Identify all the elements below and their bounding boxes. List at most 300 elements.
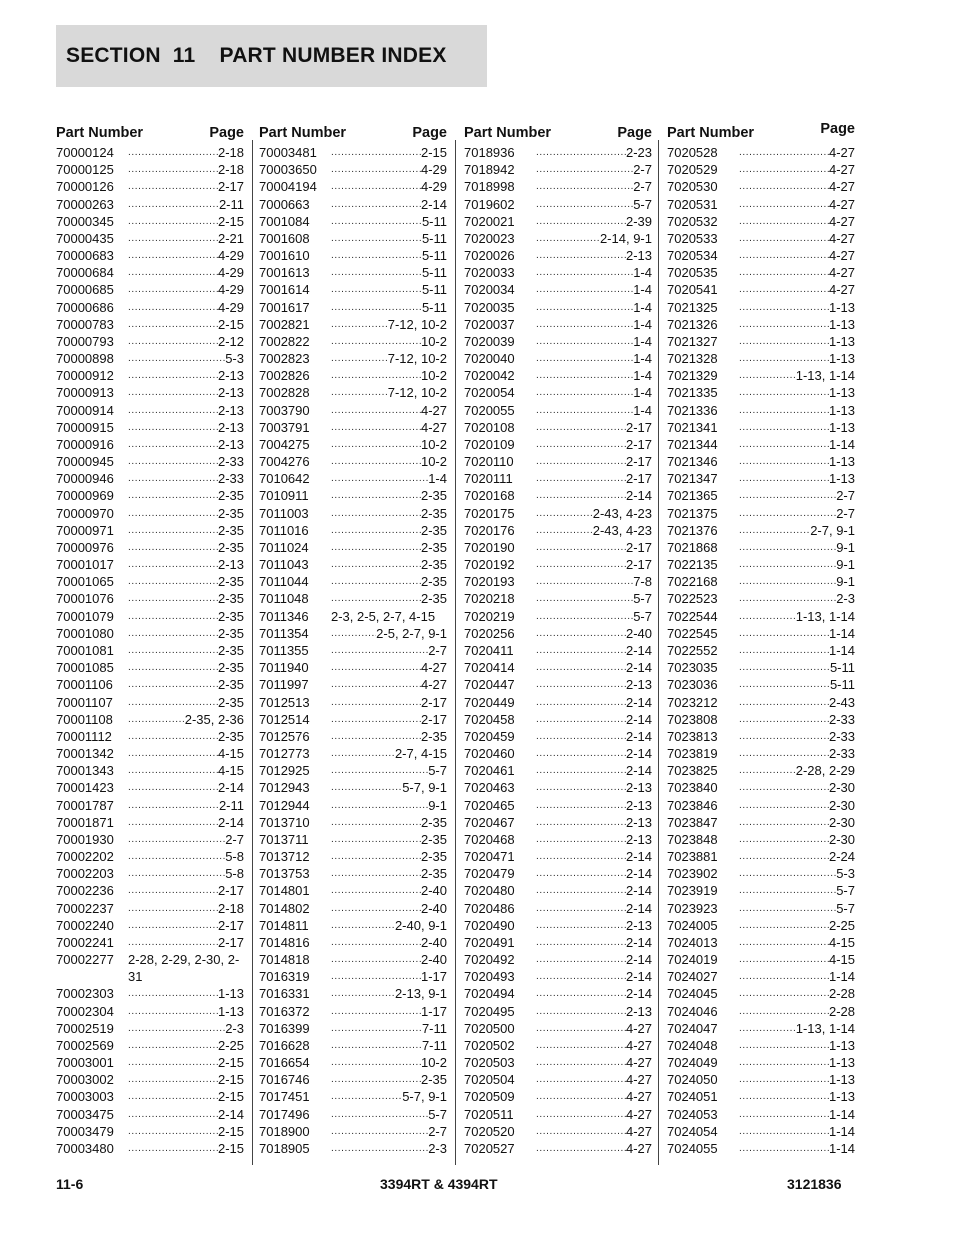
column-header — [56, 119, 244, 141]
page-reference: 2-14 — [217, 1106, 244, 1122]
page-reference: 2-35 — [217, 625, 244, 641]
page-reference: 1-17 — [420, 1003, 447, 1019]
page-reference: 2-11 — [218, 797, 244, 813]
dot-leader — [329, 281, 422, 298]
dot-leader — [126, 694, 218, 711]
index-row — [56, 505, 244, 522]
page-reference: 2-35 — [420, 866, 447, 882]
part-number: 7020535 — [667, 265, 718, 281]
page-reference: 2-35, 2-36 — [184, 711, 244, 727]
part-number: 7018905 — [259, 1140, 310, 1156]
dot-leader — [126, 470, 218, 487]
index-row — [56, 985, 244, 1002]
dot-leader — [329, 556, 421, 573]
page-reference: 1-13 — [217, 1003, 244, 1019]
index-row — [667, 367, 855, 384]
page-reference: 4-27 — [625, 1020, 652, 1036]
index-row — [667, 762, 855, 779]
index-row — [667, 1071, 855, 1088]
dot-leader — [737, 384, 829, 401]
dot-leader — [329, 590, 421, 607]
index-row — [56, 178, 244, 195]
page-reference: 5-11 — [421, 299, 447, 315]
part-number: 7012576 — [259, 728, 310, 744]
page-reference: 4-27 — [625, 1106, 652, 1122]
part-number: 70003001 — [56, 1055, 114, 1071]
page-reference: 2-15 — [420, 145, 447, 160]
page-reference: 5-7, 9-1 — [402, 780, 447, 796]
part-number: 7011044 — [259, 574, 309, 590]
dot-leader — [737, 247, 829, 264]
page-reference: 2-13 — [625, 780, 652, 796]
index-row — [259, 1123, 447, 1140]
dot-leader — [329, 384, 388, 401]
dot-leader — [126, 196, 219, 213]
part-number: 7016654 — [259, 1055, 310, 1071]
page-reference: 1-14 — [828, 436, 855, 452]
part-number: 70001079 — [56, 608, 114, 624]
dot-leader — [126, 419, 218, 436]
part-number: 7023923 — [667, 900, 718, 916]
dot-leader — [534, 625, 626, 642]
part-number: 7020494 — [464, 986, 515, 1002]
index-row — [667, 917, 855, 934]
page-reference: 9-1 — [428, 797, 447, 813]
part-number: 7021327 — [667, 333, 718, 349]
part-number: 7020530 — [667, 179, 718, 195]
part-number: 7011043 — [259, 557, 309, 573]
part-number: 7020037 — [464, 316, 515, 332]
part-number: 7018998 — [464, 179, 515, 195]
index-row — [56, 453, 244, 470]
dot-leader — [737, 951, 829, 968]
page-reference: 2-14 — [625, 952, 652, 968]
page-reference: 4-27 — [828, 282, 855, 298]
page-reference: 2-17 — [420, 694, 447, 710]
dot-leader — [126, 556, 218, 573]
part-number: 7020480 — [464, 883, 515, 899]
part-number: 7023840 — [667, 780, 718, 796]
dot-leader — [534, 196, 633, 213]
dot-leader — [534, 1037, 626, 1054]
part-number: 7020533 — [667, 230, 718, 246]
part-number: 70000913 — [56, 385, 114, 401]
index-row — [464, 985, 652, 1002]
part-number: 7002826 — [259, 368, 310, 384]
index-row — [56, 213, 244, 230]
dot-leader — [126, 1088, 218, 1105]
index-row — [464, 402, 652, 419]
part-number: 7018900 — [259, 1123, 310, 1139]
page-reference: 2-13 — [217, 557, 244, 573]
index-row — [667, 281, 855, 298]
part-number: 7000663 — [259, 196, 310, 212]
dot-leader — [126, 625, 218, 642]
dot-leader — [534, 402, 633, 419]
part-number: 7012943 — [259, 780, 310, 796]
part-number: 7020532 — [667, 213, 718, 229]
part-number: 7023819 — [667, 746, 718, 762]
index-row — [56, 642, 244, 659]
index-row — [56, 900, 244, 917]
index-row — [259, 247, 447, 264]
page-reference: 2-40 — [420, 900, 447, 916]
index-row — [259, 1003, 447, 1020]
part-number: 7020529 — [667, 162, 718, 178]
dot-leader — [329, 985, 395, 1002]
dot-leader — [126, 522, 218, 539]
index-row — [464, 573, 652, 590]
dot-leader — [329, 779, 402, 796]
part-number: 7020176 — [464, 522, 515, 538]
dot-leader — [534, 985, 626, 1002]
index-column-3 — [464, 119, 652, 1157]
part-number: 7023036 — [667, 677, 718, 693]
page-reference: 2-12 — [217, 333, 244, 349]
index-row — [464, 333, 652, 350]
part-number: 7024054 — [667, 1123, 718, 1139]
index-row — [464, 1088, 652, 1105]
dot-leader — [534, 642, 626, 659]
index-row — [56, 659, 244, 676]
part-number: 7024048 — [667, 1037, 718, 1053]
index-row — [667, 711, 855, 728]
page-reference: 1-4 — [633, 385, 652, 401]
part-number: 7019602 — [464, 196, 515, 212]
dot-leader — [329, 968, 421, 985]
part-number: 70000686 — [56, 299, 114, 315]
part-number: 70001085 — [56, 660, 114, 676]
dot-leader — [126, 1003, 218, 1020]
page-reference: 2-40 — [420, 934, 447, 950]
page-reference: 2-13, 9-1 — [394, 986, 447, 1002]
dot-leader — [126, 865, 225, 882]
part-number: 7016628 — [259, 1037, 310, 1053]
page-reference: 2-35 — [217, 539, 244, 555]
index-row — [667, 694, 855, 711]
part-number: 7020471 — [464, 849, 515, 865]
part-number: 70001107 — [56, 694, 113, 710]
page-reference: 2-11 — [218, 196, 244, 212]
index-row — [259, 968, 447, 985]
dot-leader — [737, 917, 829, 934]
dot-leader — [534, 487, 626, 504]
part-number: 7013711 — [259, 831, 309, 847]
page-reference: 2-35 — [420, 574, 447, 590]
part-number-header: Part Number — [56, 125, 144, 141]
page-reference: 4-27 — [420, 677, 447, 693]
page-reference: 4-27 — [625, 1123, 652, 1139]
dot-leader — [534, 522, 593, 539]
page-reference: 2-24 — [828, 849, 855, 865]
dot-leader — [126, 264, 218, 281]
index-row — [464, 1140, 652, 1157]
dot-leader — [329, 1037, 422, 1054]
index-row — [464, 590, 652, 607]
dot-leader — [329, 1020, 422, 1037]
part-number: 7010642 — [259, 471, 310, 487]
page-reference: 5-8 — [225, 866, 244, 882]
part-number: 7020034 — [464, 282, 515, 298]
index-row — [667, 178, 855, 195]
part-number: 7017451 — [259, 1089, 310, 1105]
dot-leader — [737, 436, 829, 453]
index-row — [464, 505, 652, 522]
index-row — [259, 762, 447, 779]
index-row — [464, 659, 652, 676]
index-row — [667, 985, 855, 1002]
page-reference: 4-29 — [217, 248, 244, 264]
page-reference: 4-29 — [420, 162, 447, 178]
page-reference: 2-17 — [625, 557, 652, 573]
index-row — [464, 350, 652, 367]
part-number: 7016372 — [259, 1003, 310, 1019]
page-reference: 4-29 — [420, 179, 447, 195]
part-number: 7014811 — [259, 917, 309, 933]
page-reference: 9-1 — [836, 539, 855, 555]
part-number: 70000915 — [56, 419, 114, 435]
column-header — [464, 119, 652, 141]
page-reference: 1-13 — [828, 333, 855, 349]
index-row — [667, 144, 855, 161]
part-number: 7021868 — [667, 539, 718, 555]
dot-leader — [737, 161, 829, 178]
page-reference: 5-11 — [829, 677, 855, 693]
index-row — [259, 281, 447, 298]
page-reference: 10-2 — [420, 368, 447, 384]
index-row — [259, 453, 447, 470]
part-number: 7024053 — [667, 1106, 718, 1122]
index-row — [667, 882, 855, 899]
dot-leader — [329, 711, 421, 728]
dot-leader — [534, 779, 626, 796]
index-row — [56, 1003, 244, 1020]
index-row — [464, 694, 652, 711]
page-reference: 2-17 — [217, 179, 244, 195]
dot-leader — [534, 539, 626, 556]
part-number: 7012773 — [259, 746, 310, 762]
index-row — [56, 1123, 244, 1140]
part-number: 7001613 — [259, 265, 310, 281]
dot-leader — [126, 539, 218, 556]
part-number: 7020458 — [464, 711, 515, 727]
page-reference: 2-13 — [217, 402, 244, 418]
part-number: 7020460 — [464, 746, 515, 762]
index-row — [56, 882, 244, 899]
part-number: 7024013 — [667, 934, 718, 950]
part-number: 7021336 — [667, 402, 718, 418]
part-number: 7001608 — [259, 230, 310, 246]
index-row — [667, 1003, 855, 1020]
index-row — [667, 402, 855, 419]
page-reference: 2-15 — [217, 316, 244, 332]
index-row — [667, 384, 855, 401]
footer-doc-number: 3121836 — [787, 1176, 842, 1192]
page-reference: 2-18 — [217, 162, 244, 178]
part-number: 70002236 — [56, 883, 114, 899]
part-number: 7020465 — [464, 797, 515, 813]
index-row — [56, 848, 244, 865]
page-reference: 1-4 — [633, 316, 652, 332]
dot-leader — [329, 350, 388, 367]
part-number: 7012944 — [259, 797, 310, 813]
dot-leader — [329, 1054, 421, 1071]
part-number: 7024005 — [667, 917, 718, 933]
dot-leader — [737, 711, 829, 728]
index-row — [56, 1106, 244, 1123]
page-reference: 5-7 — [633, 591, 652, 607]
dot-leader — [126, 333, 218, 350]
index-row — [259, 728, 447, 745]
section-title-box — [56, 25, 487, 87]
dot-leader — [329, 367, 421, 384]
index-row — [56, 676, 244, 693]
part-number: 7013712 — [259, 849, 310, 865]
part-number: 7024046 — [667, 1003, 718, 1019]
dot-leader — [737, 848, 829, 865]
part-number: 70000969 — [56, 488, 114, 504]
part-number: 7020467 — [464, 814, 515, 830]
footer-model: 3394RT & 4394RT — [380, 1176, 498, 1192]
page-reference: 2-14 — [625, 711, 652, 727]
index-row — [464, 882, 652, 899]
dot-leader — [329, 1003, 421, 1020]
page-reference: 5-11 — [421, 230, 447, 246]
page-reference: 2-17 — [217, 883, 244, 899]
dot-leader — [126, 281, 218, 298]
dot-leader — [329, 402, 421, 419]
part-number: 7014816 — [259, 934, 310, 950]
dot-leader — [329, 230, 422, 247]
page-reference: 1-13 — [828, 1037, 855, 1053]
index-row — [259, 178, 447, 195]
part-number: 7020414 — [464, 660, 515, 676]
dot-leader — [329, 436, 421, 453]
index-row — [259, 556, 447, 573]
part-number: 7016746 — [259, 1072, 310, 1088]
page-reference: 2-28 — [828, 986, 855, 1002]
page-reference: 1-4 — [633, 368, 652, 384]
index-row — [464, 608, 652, 625]
part-number: 7022135 — [667, 557, 718, 573]
page-reference: 2-7 — [225, 831, 244, 847]
index-row — [259, 985, 447, 1002]
page-reference: 2-7 — [836, 488, 855, 504]
index-row — [667, 1106, 855, 1123]
dot-leader — [534, 728, 626, 745]
part-number: 7023035 — [667, 660, 718, 676]
dot-leader — [329, 505, 421, 522]
part-number: 70000125 — [56, 162, 114, 178]
page-reference: 2-35 — [420, 539, 447, 555]
page-reference: 1-13 — [828, 385, 855, 401]
index-row — [259, 384, 447, 401]
page-reference: 2-17 — [625, 436, 652, 452]
page-reference: 4-15 — [828, 952, 855, 968]
page-reference: 2-35 — [217, 642, 244, 658]
dot-leader — [126, 453, 218, 470]
page-reference: 4-27 — [420, 660, 447, 676]
dot-leader — [534, 762, 626, 779]
dot-leader — [737, 831, 829, 848]
index-row — [56, 196, 244, 213]
page-reference: 2-43 — [828, 694, 855, 710]
dot-leader — [126, 384, 218, 401]
part-number: 7024045 — [667, 986, 718, 1002]
dot-leader — [126, 814, 218, 831]
page-reference: 1-17 — [420, 969, 447, 985]
dot-leader — [126, 985, 218, 1002]
dot-leader — [126, 1037, 218, 1054]
page-reference: 2-30 — [828, 814, 855, 830]
part-number: 70000124 — [56, 145, 114, 160]
dot-leader — [737, 281, 829, 298]
index-row — [259, 882, 447, 899]
part-number: 70003480 — [56, 1141, 114, 1156]
dot-leader — [126, 642, 218, 659]
page-reference: 5-7 — [836, 900, 855, 916]
column-divider — [455, 140, 456, 1165]
part-number: 7021325 — [667, 299, 718, 315]
dot-leader — [329, 917, 395, 934]
part-number: 7021347 — [667, 471, 718, 487]
part-number: 70002304 — [56, 1003, 114, 1019]
page-reference: 2-33 — [828, 711, 855, 727]
index-row — [464, 1020, 652, 1037]
index-row — [56, 711, 244, 728]
page-reference: 2-14 — [625, 746, 652, 762]
column-divider — [658, 140, 659, 1165]
index-row — [667, 900, 855, 917]
dot-leader — [329, 539, 421, 556]
index-row — [667, 797, 855, 814]
part-number: 7011354 — [259, 625, 309, 641]
dot-leader — [329, 299, 422, 316]
page-reference: 1-13, 1-14 — [795, 1020, 855, 1036]
part-number: 7022523 — [667, 591, 718, 607]
index-row — [667, 487, 855, 504]
index-row — [259, 711, 447, 728]
page-reference: 2-35 — [217, 505, 244, 521]
index-row — [56, 1088, 244, 1105]
dot-leader — [534, 711, 626, 728]
dot-leader — [737, 968, 829, 985]
dot-leader — [126, 213, 218, 230]
part-number: 7020492 — [464, 952, 515, 968]
index-row — [56, 556, 244, 573]
part-number: 7020468 — [464, 831, 515, 847]
index-row — [56, 419, 244, 436]
dot-leader — [737, 419, 829, 436]
part-number: 7011346 — [259, 608, 309, 624]
dot-leader — [534, 951, 626, 968]
page-reference: 4-27 — [625, 1072, 652, 1088]
dot-leader — [534, 367, 633, 384]
dot-leader — [737, 728, 829, 745]
index-row — [259, 1020, 447, 1037]
part-number: 7024047 — [667, 1020, 718, 1036]
part-number: 7010911 — [259, 488, 309, 504]
index-row — [259, 745, 447, 762]
dot-leader — [737, 882, 836, 899]
page-reference: 1-14 — [828, 1106, 855, 1122]
dot-leader — [534, 968, 626, 985]
index-row — [259, 900, 447, 917]
page-reference: 1-13, 1-14 — [795, 608, 855, 624]
dot-leader — [329, 882, 421, 899]
dot-leader — [737, 797, 829, 814]
index-row — [56, 539, 244, 556]
